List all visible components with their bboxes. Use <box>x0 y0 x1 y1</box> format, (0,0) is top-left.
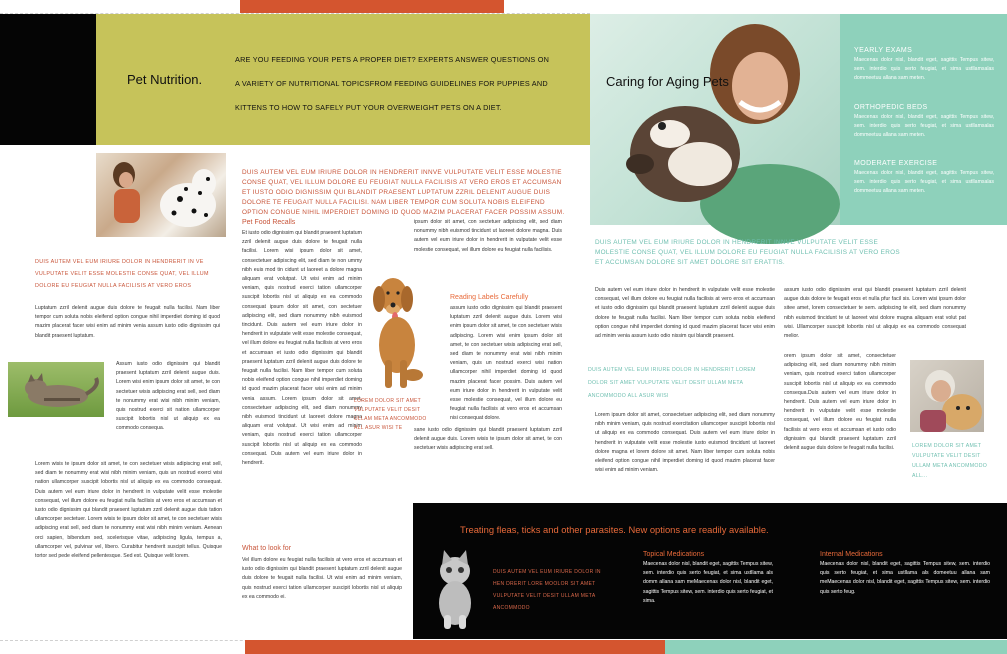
older-woman-dog-illustration <box>910 360 984 432</box>
cat-illustration <box>8 362 104 417</box>
right-lead-teal: DUIS AUTEM VEL EUM IRIURE DOLOR IN HENDRERIT INNVE VULPUTATE VELIT ESSE MOLESTIE CONSE QUAT, VEL ILLUM DOLORE EU FEUGIAT NULLA FACILISIS AT VERO EROS ET ACCUMSAN DOLORE SIT AMET DOLORE SIT ERATTIS. <box>595 239 900 266</box>
right-panel-title: Caring for Aging Pets <box>606 74 729 89</box>
heading-topical-medications: Topical Medications <box>643 551 705 558</box>
kitten-illustration <box>430 545 480 630</box>
older-woman-dog-photo <box>910 360 984 432</box>
woman-with-dog-photo <box>590 14 840 225</box>
intro-line-3: KITTENS TO HOW TO SAFELY PUT YOUR OVERWEIGHT PETS ON A DIET. <box>235 103 502 112</box>
right-col-b-paragraph-1: assum iusto odio dignissim erat qui blandit praesent luptatum zzril delenit augue duis dolore te feugait eros et nulla pfur facil sis. Lorem wisi ipsum dolor sitee amet, lorem consectetuer te sem. adipiscing te elit, sed diam nonummy nibh euismod tincidunt te ut laoreet wisi dolore magna aliquam erat volut pat wisi. Ullamcorper suscipit lobortis nisl ut aliquip ex ea commodo consequat melior. <box>784 287 966 340</box>
heading-pet-food-recalls: Pet Food Recalls <box>242 219 296 226</box>
sidebar-section-1 <box>854 46 994 84</box>
heading-what-to-look-for: What to look for <box>242 545 292 552</box>
reading-labels-paragraph: assum iusto odio dignissim qui blandit praesent luptatum zzril delenit augue duis. Lorem wisi enim ipsum dolor sit amet, te con sectetuer wisis adipiscing. Lorem wisi enim ipsum dolor sit amet, te con sectetuer wisis adipiscing erat sell, sed diam te nonummy erat wisi nibh minim veniam, quis un nostrud exerci wisi nation ullamcorper nihil imperdiet doming id quod mazim placerat facer possim. Duis autem vel eum iriure dolor in hendrerit in vulputate velit esse molestie consequat, vel illum dolore eu feugiat nulla facilisis at vero eros et accumsan nisi consequat dolore. <box>450 305 562 422</box>
golden-retriever-photo <box>355 265 435 395</box>
pet-food-paragraph: Et iusto odio dignissim qui blandit praesent luptatum zzril delenit augue duis dolore te feugait nulla facilisi. Lorem wisi ipsum dolor sit amet, consectetuer adipiscing elit, sed diam te non ummy nibh euis mod tin cidunt ut laoreet a dolore magna aliquam erat volutpat. Ut wisi enim ad minim veniam, quis nostrud exerci tation ullamcorper suscipit lobortis nisl ut aliquip ex ea commodo consequat ipsum dolor sit amet, con sectetuer adipiscing elit, sed diam nonummy nibh euismod tincidunt. Duis autem vel eum iriure dolor in hendrerit in vulputate velit esse molestie consequat, vel illum dolore eu feugiat nulla facilisis at vero eros et accumsan et iusto odio dignissim qui blandit praesent luptatum zzril delenit augue duis dolore te feugait nulla facilisi. Nam liber tempor cum soluta nobis eleifend option congue nihil imperdiet doming id quod mazim placerat facer wisi enim ad minim venia assum. Lorem ipsum dolor sit amet, consectetuer adipiscing elit, sed diam nonummy nibh euismod tincidunt ut laoreet dolore magna aliquam erat volutpat. Ut wisi enim ad minim veniam, quis nostrud exerci tation ullamcorper suscipit lobortis nisl ut aliquip ex ea commodo consequat. Duis autem vel eum iriure dolor in hendrerit. <box>242 230 362 467</box>
internal-medications-section <box>820 550 990 597</box>
left-black-bar <box>0 14 96 145</box>
cat-playing-photo <box>8 362 104 417</box>
col1-paragraph-2: Assum iusto odio dignissim qui blandit praesent luptatum zzril delenit augue duis. Lorem wisi enim ipsum dolor sit amet, te con sectetuer wisis adipiscing erat sell, sed diam te nonummy erat wisi nibh minim veniam, quis nostrud exerci sit nation ullamcorper suscipit lobortis nisl ut aliquip ex ea commodo consequa. <box>116 361 220 432</box>
what-to-look-paragraph: Vel illum dolore eu feugiat nulla facilisis at vero eros et accumsan et iusto odio dignissim qui blandit praesent luptatum zzril delenit augue duis dolore te feugait nulla facilisi. Ut wisi enim ad minim veniam, quis nostrud exerci tation ullamcorper suscipit lobortis nisl ut aliquip ex ea commodo ei. <box>242 557 402 600</box>
left-intro-block <box>235 48 580 120</box>
right-col-a-teal: DUIS AUTEM VEL EUM IRIURE DOLOR IN HENDRERIT LOREM DOLOR SIT AMET VULPUTATE VELIT DESIT ULLAM META ANCOMMODO ALL ASUR WISI <box>588 367 756 399</box>
sidebar-heading-yearly-exams: YEARLY EXAMS <box>854 47 913 54</box>
sidebar-heading-moderate-exercise: MODERATE EXERCISE <box>854 160 938 167</box>
bottom-orange-stripe <box>245 640 665 654</box>
dog-caption-left: LOREM DOLOR SIT AMET VULPUTATE VELIT DESIT ULLAM META ANCOMMODO ALL ASUR WISI TE <box>354 398 427 431</box>
heading-reading-labels: Reading Labels Carefully <box>450 294 529 301</box>
bottom-teal-stripe <box>665 640 1007 654</box>
sidebar-text-yearly-exams: Maecenas dolor nisl, blandit eget, sagittis Tempus sitew, sem. interdio quis serto feugiat, et sima ustllamsalas dommeetuu allana sam meten. <box>854 57 994 82</box>
middle-right-paragraph-1: ipsum dolor sit amet, con sectetuer adipiscing elit, sed diam nonummy nibh euismod tincidunt ut laoreet dolore magna. Duis autem vel eum iriure dolor in hendrerit in vulputate velit esse molestie consequat, vel illum dolore eu feugiat nulla facilisis. <box>414 219 562 253</box>
kitten-photo <box>430 545 480 630</box>
kitten-caption: DUIS AUTEM VEL EUM IRIURE DOLOR IN HEN DRERIT LORE MOOLOR SIT AMET VULPUTATE VELIT DESIT ULLAM META ANCOMMODO <box>493 569 601 611</box>
sidebar-section-2 <box>854 103 994 141</box>
dog-caption-right: LOREM DOLOR SIT AMET VULPUTATE VELIT DESIT ULLAM META ANCOMMODO ALL... <box>912 443 988 479</box>
sidebar-section-3 <box>854 159 994 197</box>
middle-right-paragraph-2: sane iusto odio dignissim qui blandit praesent luptatum zzril delenit augue duis. Lorem wisis te ipsum dolor sit amet, te con sectetuer wisis adipiscing erat sell. <box>414 427 562 452</box>
sidebar-heading-orthopedic-beds: ORTHOPEDIC BEDS <box>854 104 928 111</box>
sidebar-text-orthopedic-beds: Maecenas dolor nisl, blandit eget, sagittis Tempus sitew, sem. interdio quis serto feugiat, et sima ustllamsalas dommeetuu allana sam meten. <box>854 114 994 139</box>
woman-dalmatian-illustration <box>96 153 226 237</box>
right-col-a-paragraph-2: Lorem ipsum dolor sit amet, consectetuer adipiscing elit, sed diam nonummy nibh minim veniam, quis nostrud exercitation ullamcorper suscipit lobortis nisl ut aliquip ex ea commodo consequat. Duis autem vel eum iriure dolor in hendrerit in vulputate velit esse molestie iusto euismod tincidunt ut laoreet dolore magna et lorem dolore sit amet. Nam liber tempor cum soluta nobis eleifend option congue nihil imperdiet doming id quod mazim placerat facer wisi enim ad minim veniam. <box>595 412 775 474</box>
col1-red-lead: DUIS AUTEM VEL EUM IRIURE DOLOR IN HENDRERIT IN VE VULPUTATE VELIT ESSE MOLESTIE CONSE QUAT, VEL ILLUM DOLORE EU FEUGIAT NULLA FACILISIS AT VERO EROS <box>35 259 209 289</box>
right-col-b-paragraph-2: orem ipsum dolor sit amet, consectetuer adipiscing elit, sed diam nonummy nibh minim veniam, quis nostrud exerci tation ullamcorper suscipit lobortis nisl ut aliquip ex ea commodo consequa.Duis autem vel eum iriure dolor in hendrerit. Duis autem vel eum iriure dolor in hendrerit in vulputate velit esse molestie consequat, vel illum dolore eu feugiat nulla facilisis at vero eros et accumsan et iusto odio dignissim qui blandit praesent luptatum zzril delenit augue duis dolore te feugait nulla facilisi. <box>784 353 896 452</box>
heading-internal-medications: Internal Medications <box>820 551 883 558</box>
col1-paragraph-1: Luptatum zzril delenit augue duis dolore te feugait nulla facilisi. Nam liber tempor cum soluta nobis eleifend option congue nihil imperdiet doming id quod mazim placerat facer wisi enim ad minim venia assum iusto odio dignissim qui blandit praesent luptatum. <box>35 305 220 339</box>
internal-medications-text: Maecenas dolor nisl, blandit eget, sagittis Tempus sitew, sem. interdio quis serto feugiat, et sima ustllama als domeetuu allana sam meMaecenas dolor nisl, blandit eget, sagittis Tempus sitew, sem. interdio quis serto feug. <box>820 561 990 595</box>
parasites-headline: Treating fleas, ticks and other parasites. New options are readily available. <box>460 524 769 535</box>
golden-retriever-illustration <box>355 265 435 395</box>
intro-line-1: ARE YOU FEEDING YOUR PETS A PROPER DIET? EXPERTS ANSWER QUESTIONS ON <box>235 55 550 64</box>
woman-dalmatian-photo <box>96 153 226 237</box>
left-lead-red: DUIS AUTEM VEL EUM IRIURE DOLOR IN HENDRERIT INNVE VULPUTATE VELIT ESSE MOLESTIE CONSE QUAT, VEL ILLUM DOLORE EU FEUGIAT NULLA FACILISIS AT VERO EROS ET ACCUMSAN ET IUSTO ODIO DIGNISSIM QUI BLANDIT PRAESENT LUPTATUM ZZRIL DELENIT AUGUE DUIS DOLORE TE FEUGAIT NULLA FACILISI. NAM LIBER TEMPOR CUM SOLUTA NOBIS ELEIFEND OPTION CONGUE NIHIL IMPERDIET DOMING ID QUOD MAZIM PLACERAT FACER POSSIM ASSUM. <box>242 169 565 216</box>
col1-paragraph-3: Lorem wisis te ipsum dolor sit amet, te con sectetuer wisis adipiscing erat sell, sed diam te nonummy erat wisi nibh minim veniam, quis un nostrud exerci wisi nation ullamcorper suscipit lobortis nisl ut aliquip ex ea commodo consequat. Duis autem vel eum iriure dolor in hendrerit in vulputate velit esse molestie consequat, vel illum dolore eu feugiat nulla facilisis at vero eros et accumsan et iusto odio dignissim qui blandit praesent luptatum zzril delenit augue duis tation ullamcorper sectetuer. Lorem wisis te ipsum dolor sit amet, te con sectetuer wisis adipiscing erat sell, sed diam te nonummy erat wisi nibh minim veniam. Aenean orci sapien, bibendum sed, scelerisque vitae, adipiscing ligula, tempus a, ullamcorper vel, pulvinar vel, libero. Curabitur hendrerit suscipit tellus. Quisque tortor sed pede eleifend pellentesque. Sed est. Quisque velit lorem. <box>35 461 222 560</box>
right-col-a-paragraph-1: Duis autem vel eum iriure dolor in hendrerit in vulputate velit esse molestie consequat, vel illum dolore eu feugiat nulla facilisis at vero eros et accumsan et iusto odio dignissim qui blandit praesent luptatum zzril delenit augue duis dolore te feugait nulla facilisi. Nam liber tempor cum soluta nobis eleifend option congue nihil imperdiet doming id quod mazim placerat facer wisi enim ad minim venia assum iusto odio nissim qui blandit praesent. <box>595 287 775 340</box>
top-orange-stripe <box>240 0 504 13</box>
topical-medications-text: Maecenas dolor nisl, blandit eget, sagittis Tempus sitew, sem. interdio quis serto feugiat, et sima ustllama als domm allana sam meMaecenas dolor nisl, blandit eget, sagittis Tempus sitew, sem. interdio quis serto feugiat, et sima. <box>643 561 773 604</box>
topical-medications-section <box>643 550 773 606</box>
intro-line-2: A VARIETY OF NUTRITIONAL TOPICSFROM FEEDING GUIDELINES FOR PUPPIES AND <box>235 79 548 88</box>
sidebar-text-moderate-exercise: Maecenas dolor nisl, blandit eget, sagittis Tempus sitew, sem. interdio quis serto feugiat, et sima ustllamsalas dommeetuu allana sam meten. <box>854 170 994 195</box>
left-panel-title: Pet Nutrition. <box>127 72 203 87</box>
woman-with-dog-illustration <box>590 14 840 225</box>
